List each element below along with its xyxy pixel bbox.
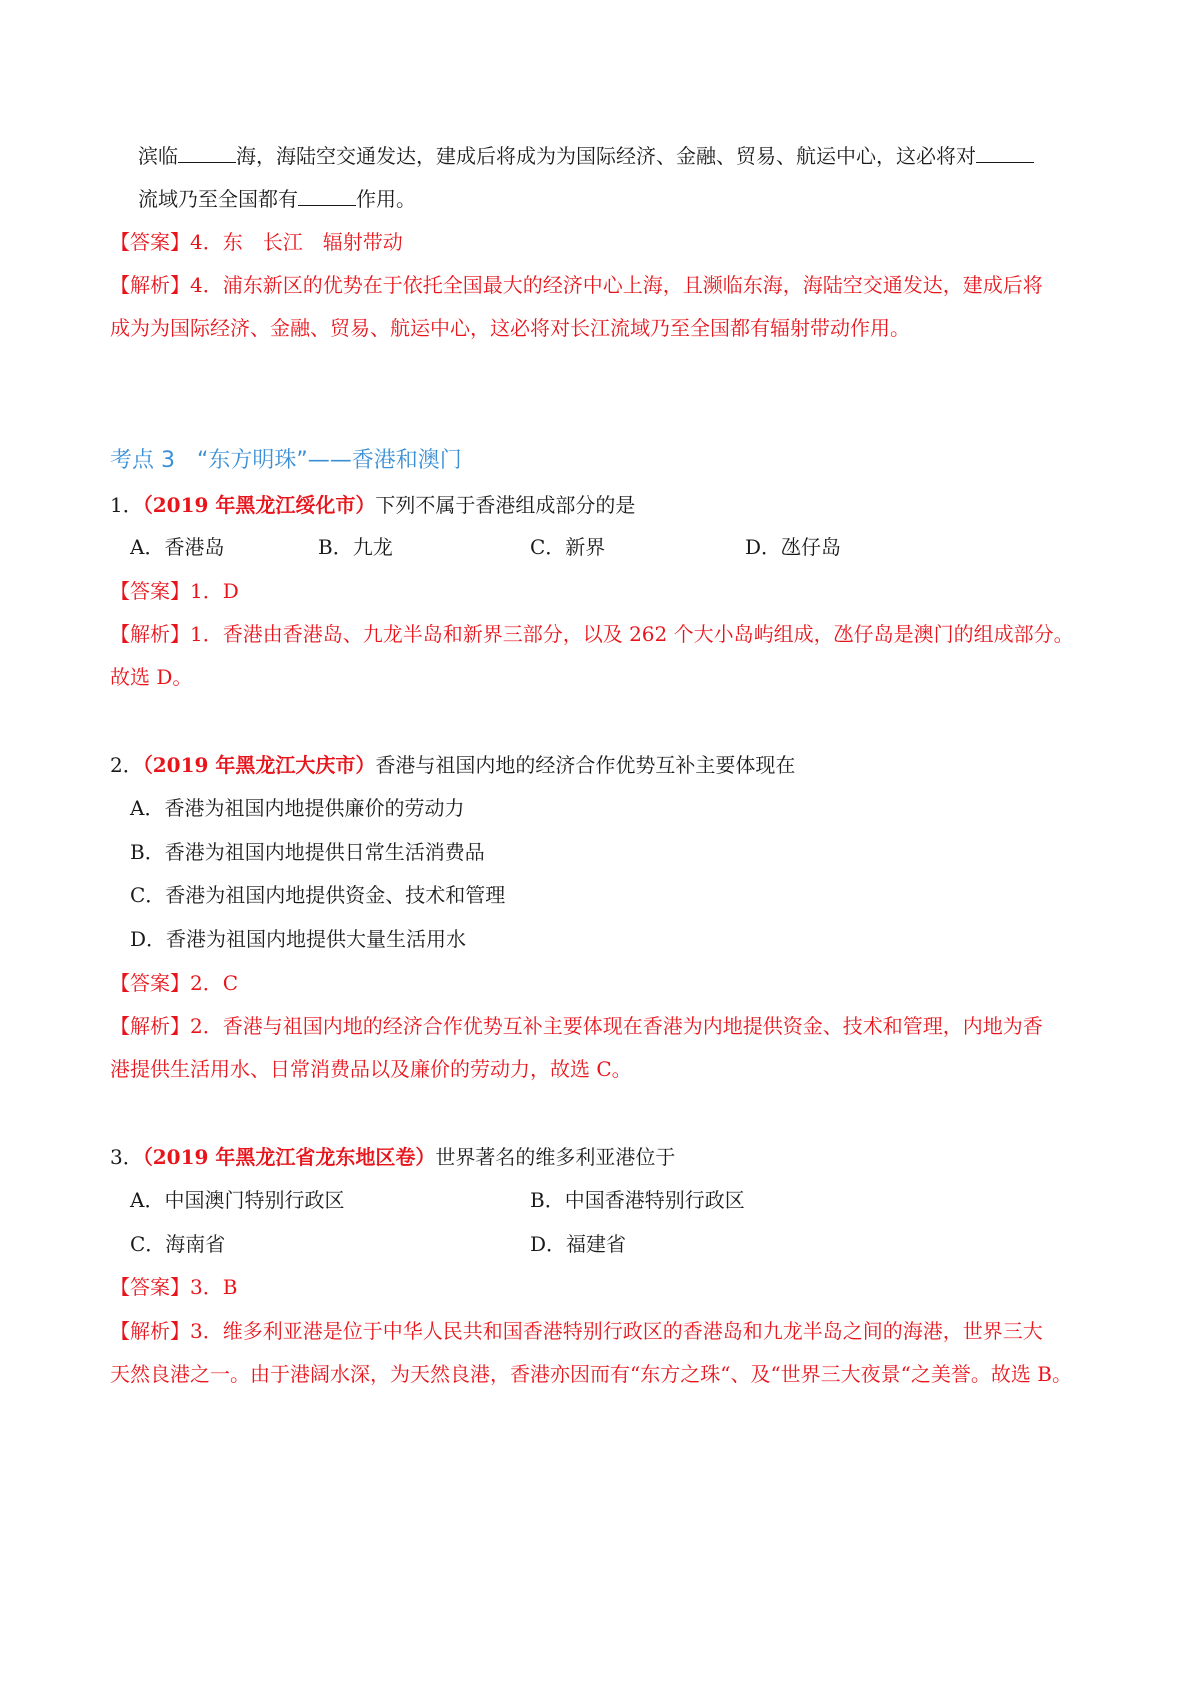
analysis-tag: 【解析】 (110, 1014, 190, 1038)
answer-text: 4．东 长江 辐射带动 (190, 230, 403, 254)
question-number: 3． (110, 1145, 143, 1169)
q2-option-a: A．香港为祖国内地提供廉价的劳动力 (130, 796, 465, 820)
q4-stem-text: 流域乃至全国都有 (138, 187, 298, 211)
q3-answer (110, 1272, 1100, 1302)
q1-analysis-line-2 (110, 662, 1100, 692)
q1-option-c: C．新界 (530, 535, 606, 559)
q3-option-a: A．中国澳门特别行政区 (130, 1188, 345, 1212)
q4-stem-line-1 (138, 140, 1128, 171)
q3-analysis-line-1 (110, 1316, 1100, 1346)
answer-tag: 【答案】 (110, 579, 190, 603)
analysis-text: 1．香港由香港岛、九龙半岛和新界三部分，以及 262 个大小岛屿组成，氹仔岛是澳门的组成部分。 (190, 622, 1074, 646)
question-text: 香港与祖国内地的经济合作优势互补主要体现在 (375, 753, 796, 777)
section-heading: 考点 3 “东方明珠”——香港和澳门 (110, 448, 462, 473)
q2-analysis-line-1 (110, 1011, 1100, 1041)
q4-stem-text: 滨临 (138, 144, 178, 168)
q3-analysis-line-2 (110, 1359, 1100, 1389)
q4-analysis-line-2 (110, 313, 1100, 343)
question-number: 1． (110, 493, 143, 517)
analysis-text: 成为为国际经济、金融、贸易、航运中心，这必将对长江流域乃至全国都有辐射带动作用。 (110, 316, 910, 340)
q3-option-d: D．福建省 (530, 1232, 627, 1256)
answer-text: 2．C (190, 971, 239, 995)
analysis-text: 2．香港与祖国内地的经济合作优势互补主要体现在香港为内地提供资金、技术和管理，内地为香 (190, 1014, 1043, 1038)
q4-stem-text: 作用。 (356, 187, 416, 211)
q4-analysis-line-1 (110, 270, 1100, 300)
q4-answer (110, 227, 1100, 257)
question-text: 世界著名的维多利亚港位于 (435, 1145, 676, 1169)
fill-blank (178, 140, 236, 163)
analysis-text: 故选 D。 (110, 665, 193, 689)
analysis-text: 3．维多利亚港是位于中华人民共和国香港特别行政区的香港岛和九龙半岛之间的海港，世界三大 (190, 1319, 1043, 1343)
q3-option-b: B．中国香港特别行政区 (530, 1188, 745, 1212)
q1-option-d: D．氹仔岛 (745, 535, 842, 559)
q1-answer (110, 576, 1100, 606)
question-source: （2019 年黑龙江绥化市） (142, 493, 376, 517)
answer-tag: 【答案】 (110, 1275, 190, 1299)
fill-blank (298, 183, 356, 206)
q1-analysis-line-1 (110, 619, 1100, 649)
q2-analysis-line-2 (110, 1054, 1100, 1084)
question-number: 2． (110, 753, 143, 777)
question-source: （2019 年黑龙江省龙东地区卷） (142, 1145, 436, 1169)
question-source: （2019 年黑龙江大庆市） (142, 753, 376, 777)
q2-option-b: B．香港为祖国内地提供日常生活消费品 (130, 840, 485, 864)
answer-tag: 【答案】 (110, 971, 190, 995)
question-text: 下列不属于香港组成部分的是 (375, 493, 636, 517)
q2-stem (110, 750, 1100, 780)
answer-tag: 【答案】 (110, 230, 190, 254)
analysis-text: 港提供生活用水、日常消费品以及廉价的劳动力，故选 C。 (110, 1057, 632, 1081)
q4-stem-text: 海，海陆空交通发达，建成后将成为为国际经济、金融、贸易、航运中心，这必将对 (236, 144, 976, 168)
q2-option-d: D．香港为祖国内地提供大量生活用水 (130, 927, 467, 951)
fill-blank (976, 140, 1034, 163)
q3-stem (110, 1142, 1100, 1172)
analysis-tag: 【解析】 (110, 1319, 190, 1343)
analysis-text: 4．浦东新区的优势在于依托全国最大的经济中心上海，且濒临东海，海陆空交通发达，建成后将 (190, 273, 1043, 297)
q3-option-c: C．海南省 (130, 1232, 226, 1256)
q4-stem-line-2 (138, 183, 1128, 214)
answer-text: 1．D (190, 579, 239, 603)
analysis-tag: 【解析】 (110, 622, 190, 646)
q1-stem (110, 490, 1100, 520)
q1-option-b: B．九龙 (318, 535, 393, 559)
q1-option-a: A．香港岛 (130, 535, 225, 559)
q2-option-c: C．香港为祖国内地提供资金、技术和管理 (130, 883, 506, 907)
answer-text: 3．B (190, 1275, 238, 1299)
analysis-tag: 【解析】 (110, 273, 190, 297)
q2-answer (110, 968, 1100, 998)
analysis-text: 天然良港之一。由于港阔水深，为天然良港，香港亦因而有“东方之珠“、及“世界三大夜景“之美誉。故选 B。 (110, 1362, 1072, 1386)
